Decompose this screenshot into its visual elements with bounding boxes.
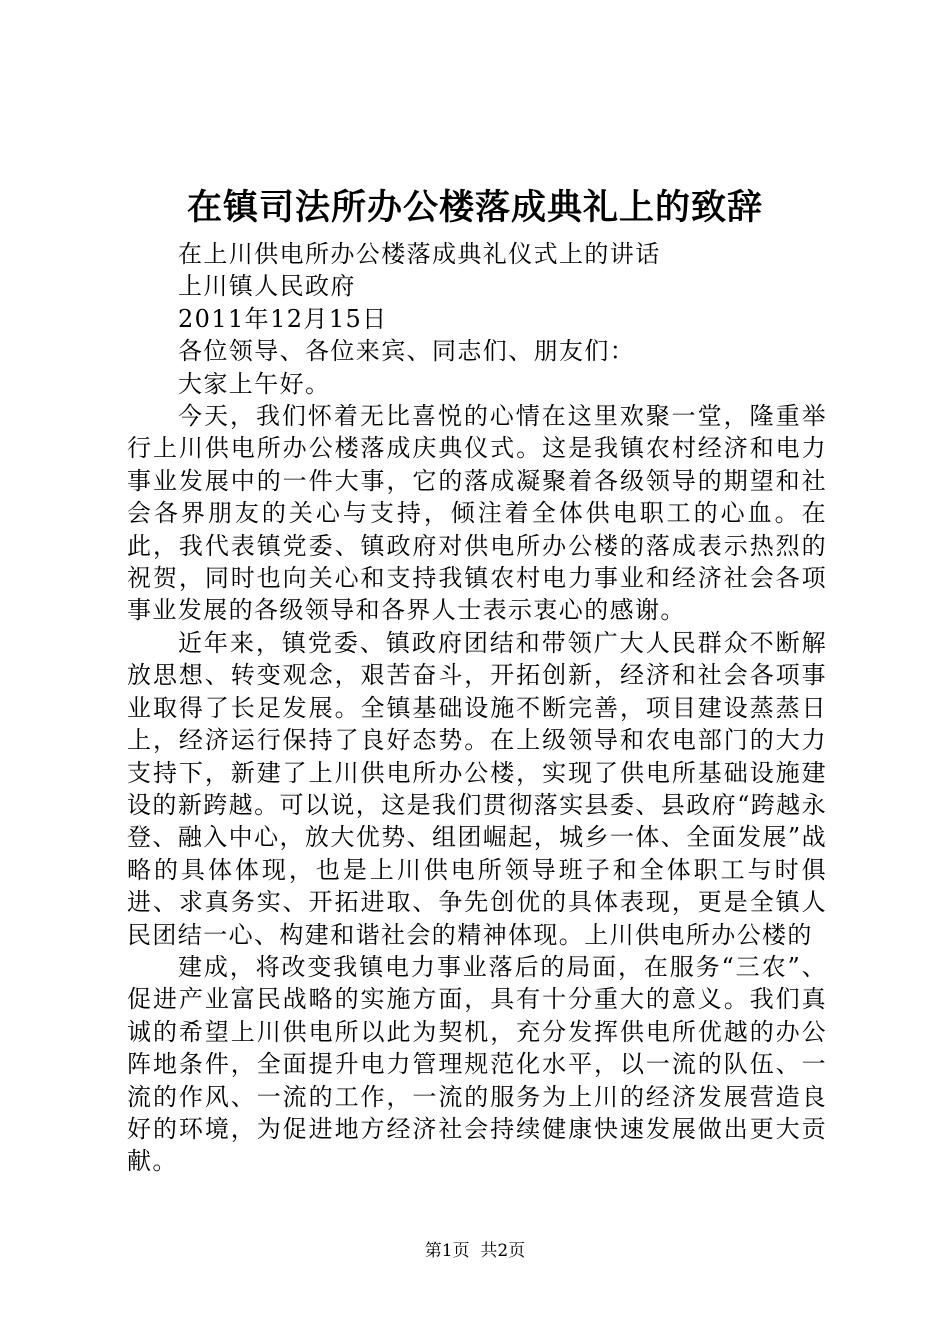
page-number-total: 共2页 xyxy=(480,1241,526,1261)
body-paragraph: 今天，我们怀着无比喜悦的心情在这里欢聚一堂，隆重举行上川供电所办公楼落成庆典仪式。这是我镇农村经济和电力事业发展中的一件大事，它的落成凝聚着各级领导的期望和社会各界朋友的关心与支持，倾注着全体供电职工的心血。在此，我代表镇党委、镇政府对供电所办公楼的落成表示热烈的祝贺，同时也向关心和支持我镇农村电力事业和经济社会各项事业发展的各级领导和各界人士表示衷心的感谢。 xyxy=(127,402,827,625)
greeting: 大家上午好。 xyxy=(178,369,331,398)
salutation: 各位领导、各位来宾、同志们、朋友们： xyxy=(178,337,636,366)
speech-subtitle: 在上川供电所办公楼落成典礼仪式上的讲话 xyxy=(178,240,661,268)
body-paragraph: 近年来，镇党委、镇政府团结和带领广大人民群众不断解放思想、转变观念，艰苦奋斗，开拓创新，经济和社会各项事业取得了长足发展。全镇基础设施不断完善，项目建设蒸蒸日上，经济运行保持了良好态势。在上级领导和农电部门的大力支持下，新建了上川供电所办公楼，实现了供电所基础设施建设的新跨越。可以说，这是我们贯彻落实县委、县政府“跨越永登、融入中心，放大优势、组团崛起，城乡一体、全面发展”战略的具体体现，也是上川供电所领导班子和全体职工与时俱进、求真务实、开拓进取、争先创优的具体表现，更是全镇人民团结一心、构建和谐社会的精神体现。上川供电所办公楼的 xyxy=(127,628,827,949)
page-footer xyxy=(0,1239,950,1263)
page-number-current: 第1页 xyxy=(424,1241,470,1261)
document-title: 在镇司法所办公楼落成典礼上的致辞 xyxy=(186,187,763,228)
document-body xyxy=(127,238,827,1178)
body-paragraph: 建成，将改变我镇电力事业落后的局面，在服务“三农”、促进产业富民战略的实施方面，具有十分重大的意义。我们真诚的希望上川供电所以此为契机，充分发挥供电所优越的办公阵地条件，全面提升电力管理规范化水平，以一流的队伍、一流的作风、一流的工作，一流的服务为上川的经济发展营造良好的环境，为促进地方经济社会持续健康快速发展做出更大贡献。 xyxy=(127,952,827,1176)
issuing-organization: 上川镇人民政府 xyxy=(178,272,356,301)
document-date: 2011年12月15日 xyxy=(178,304,388,333)
